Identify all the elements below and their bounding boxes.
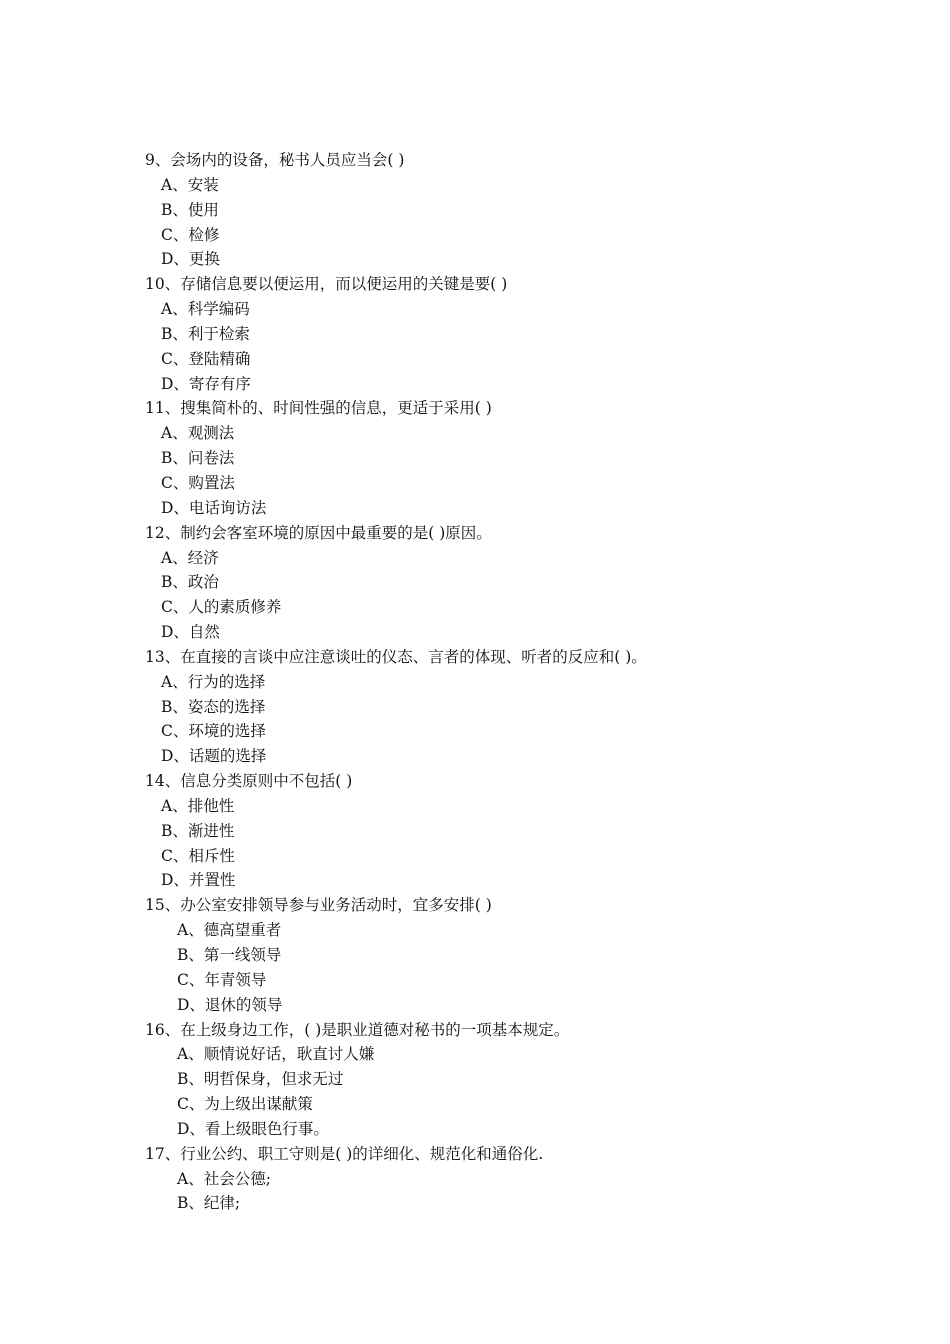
answer-option: C、检修	[161, 225, 220, 244]
question-stem: 13、在直接的言谈中应注意谈吐的仪态、言者的体现、听者的反应和( )。	[145, 647, 647, 666]
answer-option: C、为上级出谋献策	[177, 1095, 313, 1114]
question-stem: 16、在上级身边工作，( )是职业道德对秘书的一项基本规定。	[145, 1020, 570, 1039]
answer-option: D、更换	[161, 250, 220, 269]
answer-option: B、问卷法	[161, 449, 235, 468]
answer-option: D、看上级眼色行事。	[177, 1119, 329, 1138]
question-stem: 11、搜集简朴的、时间性强的信息，更适于采用( )	[145, 399, 492, 418]
answer-option: D、自然	[161, 623, 220, 642]
answer-option: D、并置性	[161, 871, 236, 890]
answer-option: B、渐进性	[161, 821, 235, 840]
answer-option: D、话题的选择	[161, 747, 267, 766]
answer-option: D、寄存有序	[161, 374, 251, 393]
answer-option: C、购置法	[161, 473, 235, 492]
answer-option: B、纪律;	[177, 1194, 241, 1213]
answer-option: A、经济	[161, 548, 219, 567]
answer-option: A、排他性	[161, 796, 235, 815]
answer-option: C、登陆精确	[161, 349, 251, 368]
answer-option: B、使用	[161, 200, 219, 219]
question-stem: 17、行业公约、职工守则是( )的详细化、规范化和通俗化.	[145, 1144, 544, 1163]
answer-option: A、德高望重者	[177, 921, 282, 940]
answer-option: A、观测法	[161, 424, 235, 443]
answer-option: D、电话询访法	[161, 498, 267, 517]
answer-option: A、科学编码	[161, 300, 250, 319]
question-stem: 12、制约会客室环境的原因中最重要的是( )原因。	[145, 523, 492, 542]
question-stem: 9、会场内的设备，秘书人员应当会( )	[145, 151, 405, 169]
question-stem: 14、信息分类原则中不包括( )	[145, 772, 353, 791]
answer-option: B、政治	[161, 573, 219, 592]
answer-option: C、年青领导	[177, 970, 267, 989]
document-page	[0, 148, 950, 1216]
question-stem: 10、存储信息要以便运用，而以便运用的关键是要( )	[145, 275, 508, 294]
question-stem: 15、办公室安排领导参与业务活动时，宜多安排( )	[145, 896, 492, 915]
answer-option: B、姿态的选择	[161, 697, 266, 716]
answer-option: B、第一线领导	[177, 946, 282, 964]
answer-option: A、行为的选择	[161, 672, 266, 691]
answer-option: D、退休的领导	[177, 995, 283, 1014]
answer-option: C、相斥性	[161, 846, 235, 865]
answer-option: B、明哲保身，但求无过	[177, 1070, 344, 1089]
answer-option: C、环境的选择	[161, 722, 266, 741]
answer-option: A、安装	[161, 175, 219, 194]
answer-option: B、利于检索	[161, 324, 250, 343]
answer-option: C、人的素质修养	[161, 598, 282, 617]
answer-option: A、社会公德;	[177, 1169, 271, 1188]
answer-option: A、顺情说好话，耿直讨人嫌	[177, 1045, 375, 1064]
